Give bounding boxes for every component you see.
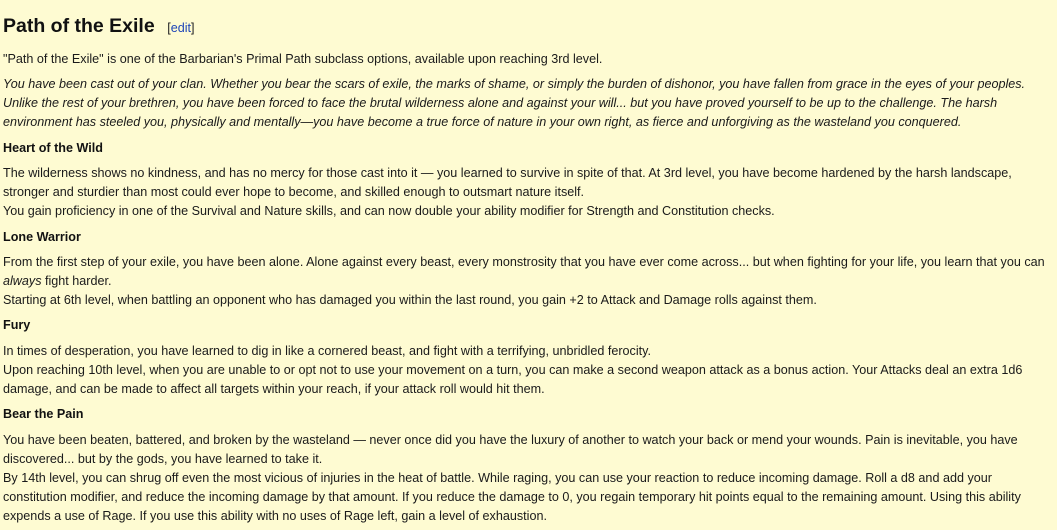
feature-paragraph: The wilderness shows no kindness, and has no mercy for those cast into it — you learned to survive in spite of that. At 3rd level, you have become hardened by the harsh landscape, stronger and sturdier than most could ever hope to become, and skilled enough to outsmart nature itself. (3, 166, 1012, 199)
feature-paragraph: In times of desperation, you have learned to dig in like a cornered beast, and fight with a terrifying, unbridled ferocity. (3, 344, 652, 358)
feature-bear-body (3, 431, 1055, 526)
feature-paragraph (3, 253, 1055, 291)
feature-fury-body (3, 342, 1055, 399)
feature-fury-heading-block (3, 316, 1055, 335)
feature-heading: Bear the Pain (3, 407, 84, 421)
feature-lone-body (3, 253, 1055, 310)
intro-summary: "Path of the Exile" is one of the Barbarian's Primal Path subclass options, available upon reaching 3rd level. (3, 52, 603, 66)
feature-paragraph: Starting at 6th level, when battling an opponent who has damaged you within the last round, you gain +2 to Attack and Damage rolls against them. (3, 293, 817, 307)
edit-bracket-open: [ (167, 21, 171, 35)
feature-heading: Heart of the Wild (3, 141, 103, 155)
feature-paragraph: By 14th level, you can shrug off even the most vicious of injuries in the heat of battle. While raging, you can use your reaction to reduce incoming damage. Roll a d8 and add your constitution modifier, and reduce the incoming damage by that amount. If you reduce the damage to 0, you regain temporary hit points equal to the remaining amount. Using this ability expends a use of Rage. If you use this ability with no uses of Rage left, gain a level of exhaustion. (3, 471, 1021, 523)
page-title: Path of the Exile (3, 15, 155, 37)
feature-heart-heading-block (3, 139, 1055, 158)
section-header (3, 13, 195, 39)
feature-paragraph: You gain proficiency in one of the Survival and Nature skills, and can now double your ability modifier for Strength and Constitution checks. (3, 204, 775, 218)
feature-paragraph: Upon reaching 10th level, when you are unable to or opt not to use your movement on a turn, you can make a second weapon attack as a bonus action. Your Attacks deal an extra 1d6 damage, and can be made to affect all targets within your reach, if your attack roll would hit them. (3, 363, 1023, 396)
feature-paragraph: You have been beaten, battered, and broken by the wasteland — never once did you have the luxury of another to watch your back or mend your wounds. Pain is inevitable, you have discovered... but by the gods, you have learned to take it. (3, 433, 1018, 466)
intro-flavor-block (3, 75, 1055, 132)
edit-section (167, 21, 194, 35)
edit-bracket-close: ] (191, 21, 195, 35)
feature-text: From the first step of your exile, you have been alone. Alone against every beast, every monstrosity that you have ever come across... but when fighting for your life, you learn that you can (3, 255, 1045, 269)
intro-summary-block (3, 50, 1055, 69)
edit-link[interactable]: edit (170, 21, 192, 35)
feature-text: fight harder. (41, 274, 112, 288)
feature-lone-heading-block (3, 228, 1055, 247)
feature-heading: Fury (3, 318, 31, 332)
feature-bear-heading-block (3, 405, 1055, 424)
feature-heart-body (3, 164, 1055, 221)
feature-heading: Lone Warrior (3, 230, 81, 244)
intro-flavor: You have been cast out of your clan. Whether you bear the scars of exile, the marks of shame, or simply the burden of dishonor, you have fallen from grace in the eyes of your peoples. Unlike the rest of your brethren, you have been forced to face the brutal wilderness alone and against your will... but you have proved yourself to be up to the challenge. The harsh environment has steeled you, physically and mentally—you have become a true force of nature in your own right, as fierce and unforgiving as the wasteland you conquered. (3, 77, 1026, 129)
emphasis-text: always (3, 274, 42, 288)
